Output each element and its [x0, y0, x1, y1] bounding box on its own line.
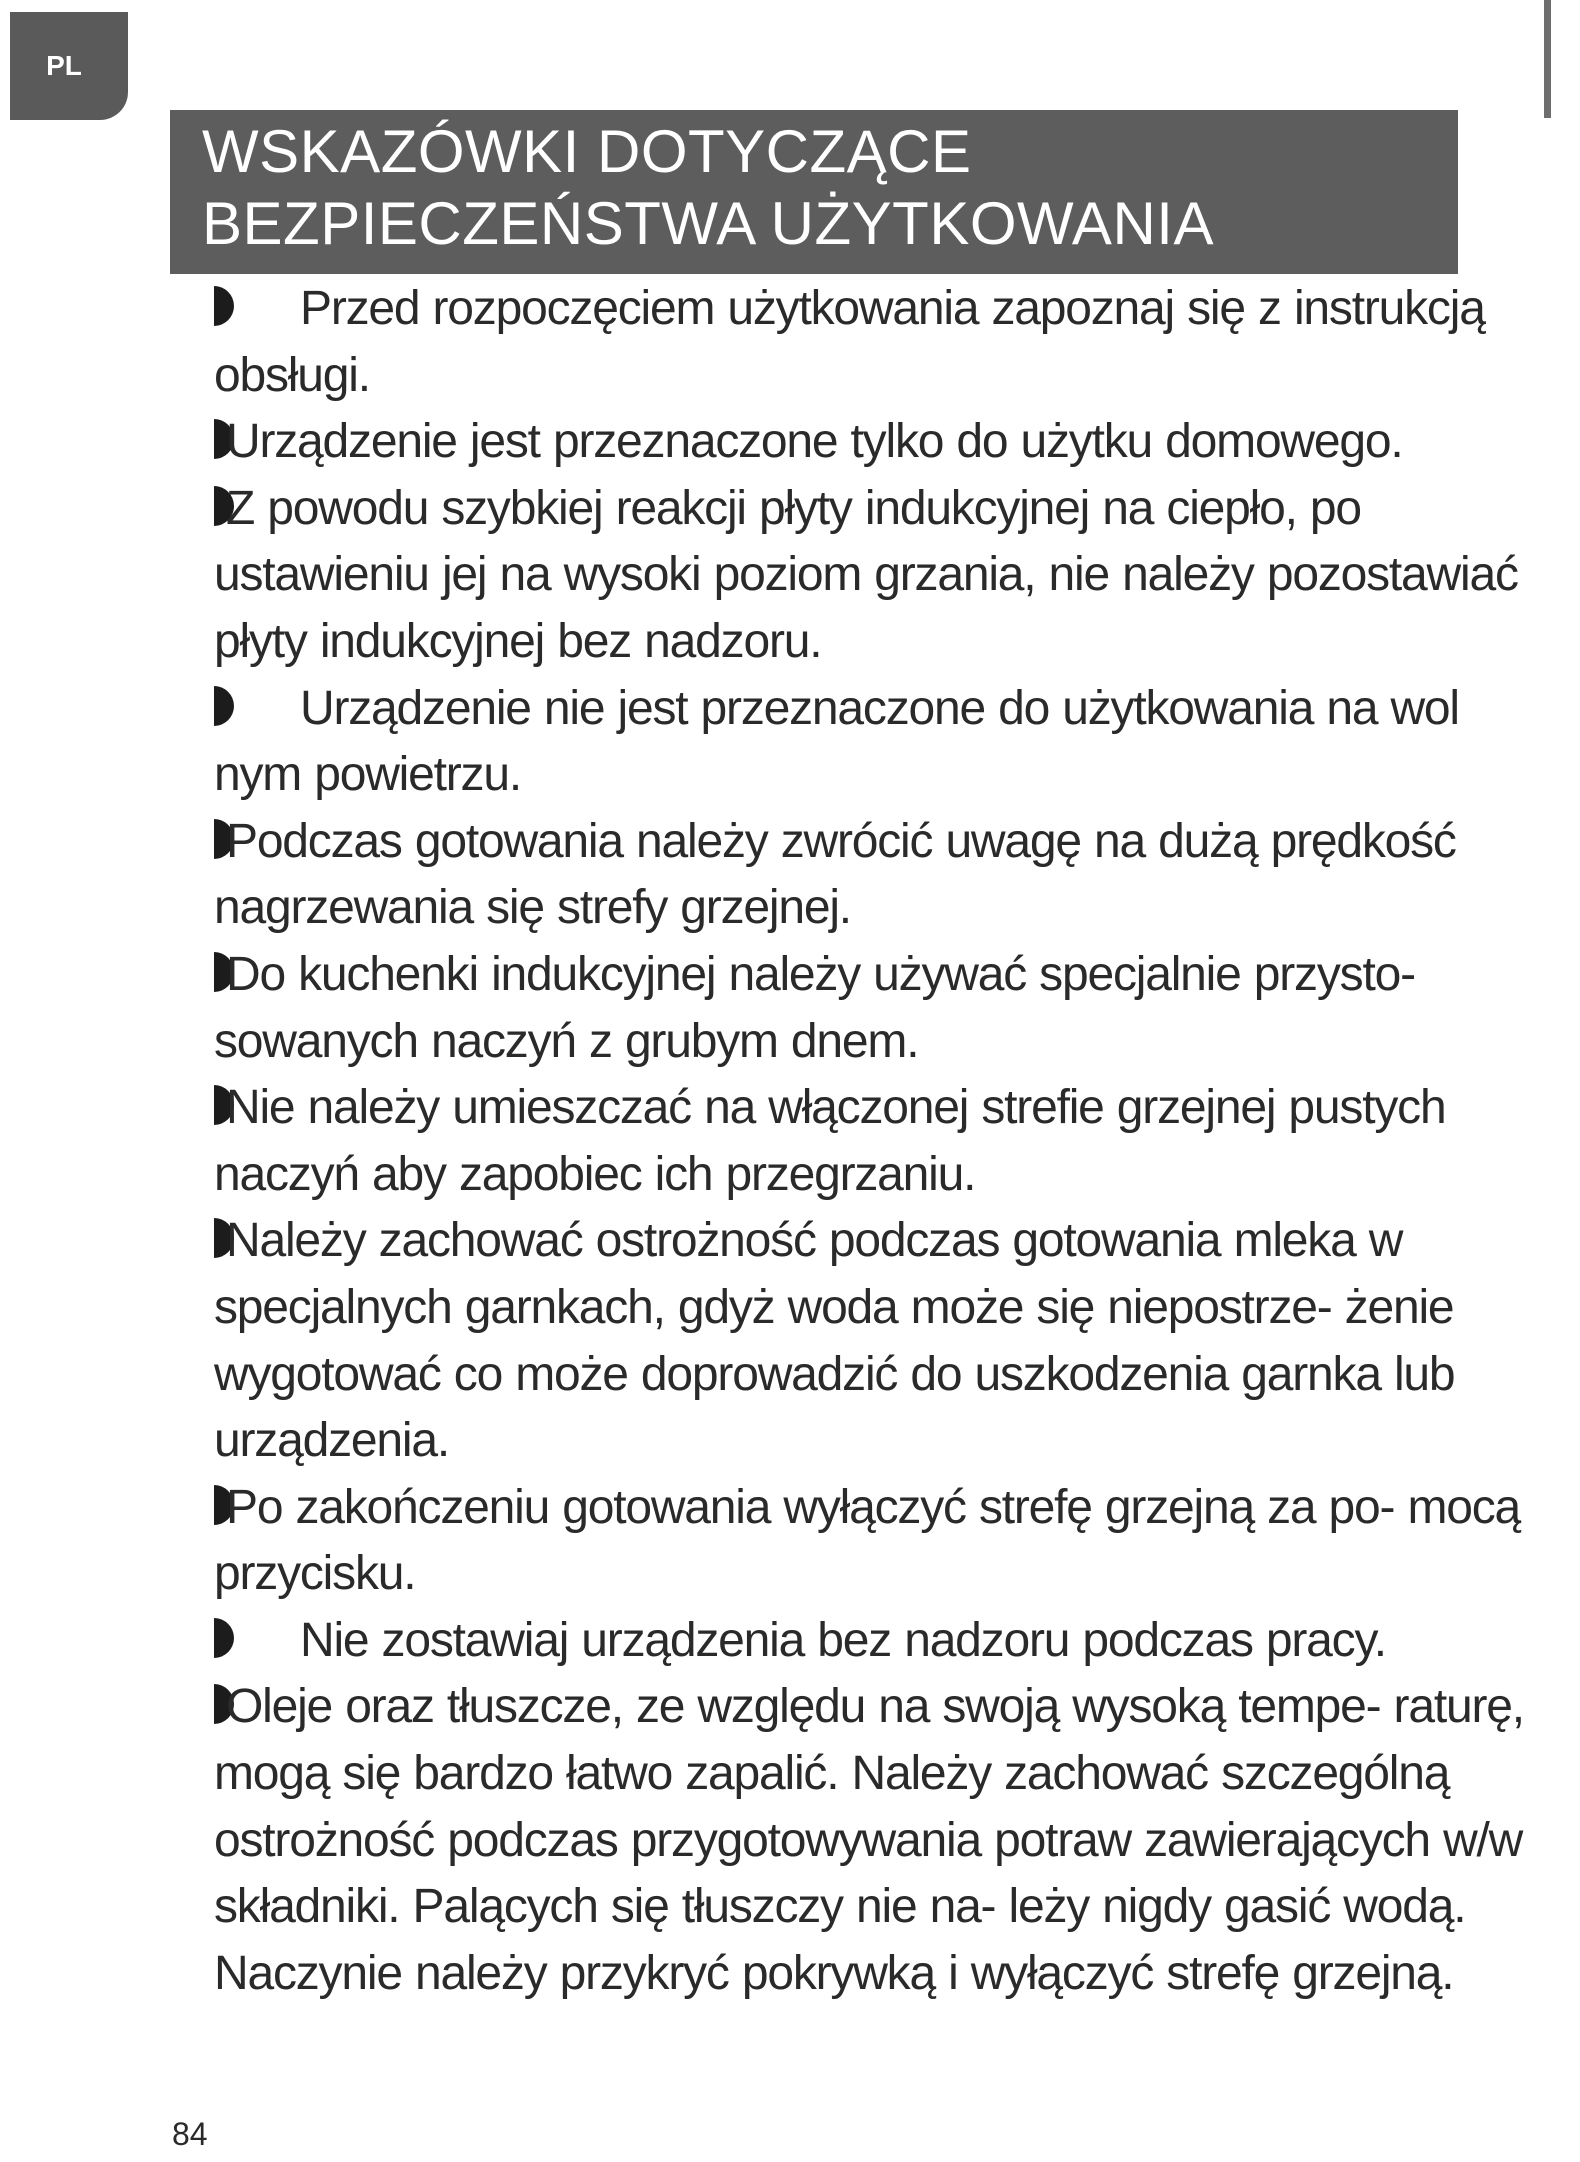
list-item-text: Urządzenie jest przeznaczone tylko do użytku domowego.	[226, 415, 1403, 469]
page-number: 84	[172, 2116, 208, 2152]
list-item	[214, 476, 1544, 676]
list-item-text: Do kuchenki indukcyjnej należy używać specjalnie przysto- sowanych naczyń z grubym dnem.	[214, 947, 1415, 1068]
list-item	[214, 1608, 1544, 1675]
section-title-line-2: BEZPIECZEŃSTWA UŻYTKOWANIA	[202, 190, 1214, 257]
section-title-line-1: WSKAZÓWKI DOTYCZĄCE	[202, 118, 972, 185]
list-item-text: Po zakończeniu gotowania wyłączyć strefę grzejną za po- mocą przycisku.	[214, 1480, 1521, 1601]
safety-instructions-list	[214, 276, 1544, 2007]
bullet-marker-icon	[214, 686, 234, 726]
bullet-marker-icon	[214, 286, 234, 326]
list-item	[214, 1208, 1544, 1474]
section-title-bar	[170, 110, 1458, 274]
list-item	[214, 809, 1544, 942]
list-item	[214, 409, 1544, 476]
list-item-text: Z powodu szybkiej reakcji płyty indukcyjnej na ciepło, po ustawieniu jej na wysoki poziom grzania, nie należy pozostawiać płyty indukcyjnej bez nadzoru.	[214, 481, 1518, 668]
list-item	[214, 276, 1544, 409]
list-item-text: Urządzenie nie jest przeznaczone do użytkowania na wol nym powietrzu.	[214, 681, 1459, 802]
list-item-text: Oleje oraz tłuszcze, ze względu na swoją wysoką tempe- raturę, mogą się bardzo łatwo zapalić. Należy zachować szczególną ostrożność podczas przygotowywania potraw zawierających w/w składniki. Palących się tłuszczy nie na- leży nigdy gasić wodą. Naczynie należy przykryć pokrywką i wyłączyć strefę grzejną.	[214, 1680, 1524, 2000]
list-item-text: Przed rozpoczęciem użytkowania zapoznaj się z instrukcją obsługi.	[214, 282, 1485, 402]
list-item	[214, 1475, 1544, 1608]
list-item-text: Podczas gotowania należy zwrócić uwagę na dużą prędkość nagrzewania się strefy grzejnej.	[214, 814, 1456, 935]
list-item	[214, 676, 1544, 809]
bullet-marker-icon	[214, 1618, 234, 1658]
page-edge-marker	[1544, 0, 1551, 118]
list-item-text: Nie należy umieszczać na włączonej strefie grzejnej pustych naczyń aby zapobiec ich przegrzaniu.	[214, 1081, 1446, 1201]
list-item	[214, 1674, 1544, 2007]
list-item	[214, 942, 1544, 1075]
list-item	[214, 1075, 1544, 1208]
list-item-text: Nie zostawiaj urządzenia bez nadzoru podczas pracy.	[300, 1613, 1386, 1667]
language-tab: PL	[10, 12, 128, 120]
list-item-text: Należy zachować ostrożność podczas gotowania mleka w specjalnych garnkach, gdyż woda może się niepostrze- żenie wygotować co może doprowadzić do uszkodzenia garnka lub urządzenia.	[214, 1214, 1455, 1468]
